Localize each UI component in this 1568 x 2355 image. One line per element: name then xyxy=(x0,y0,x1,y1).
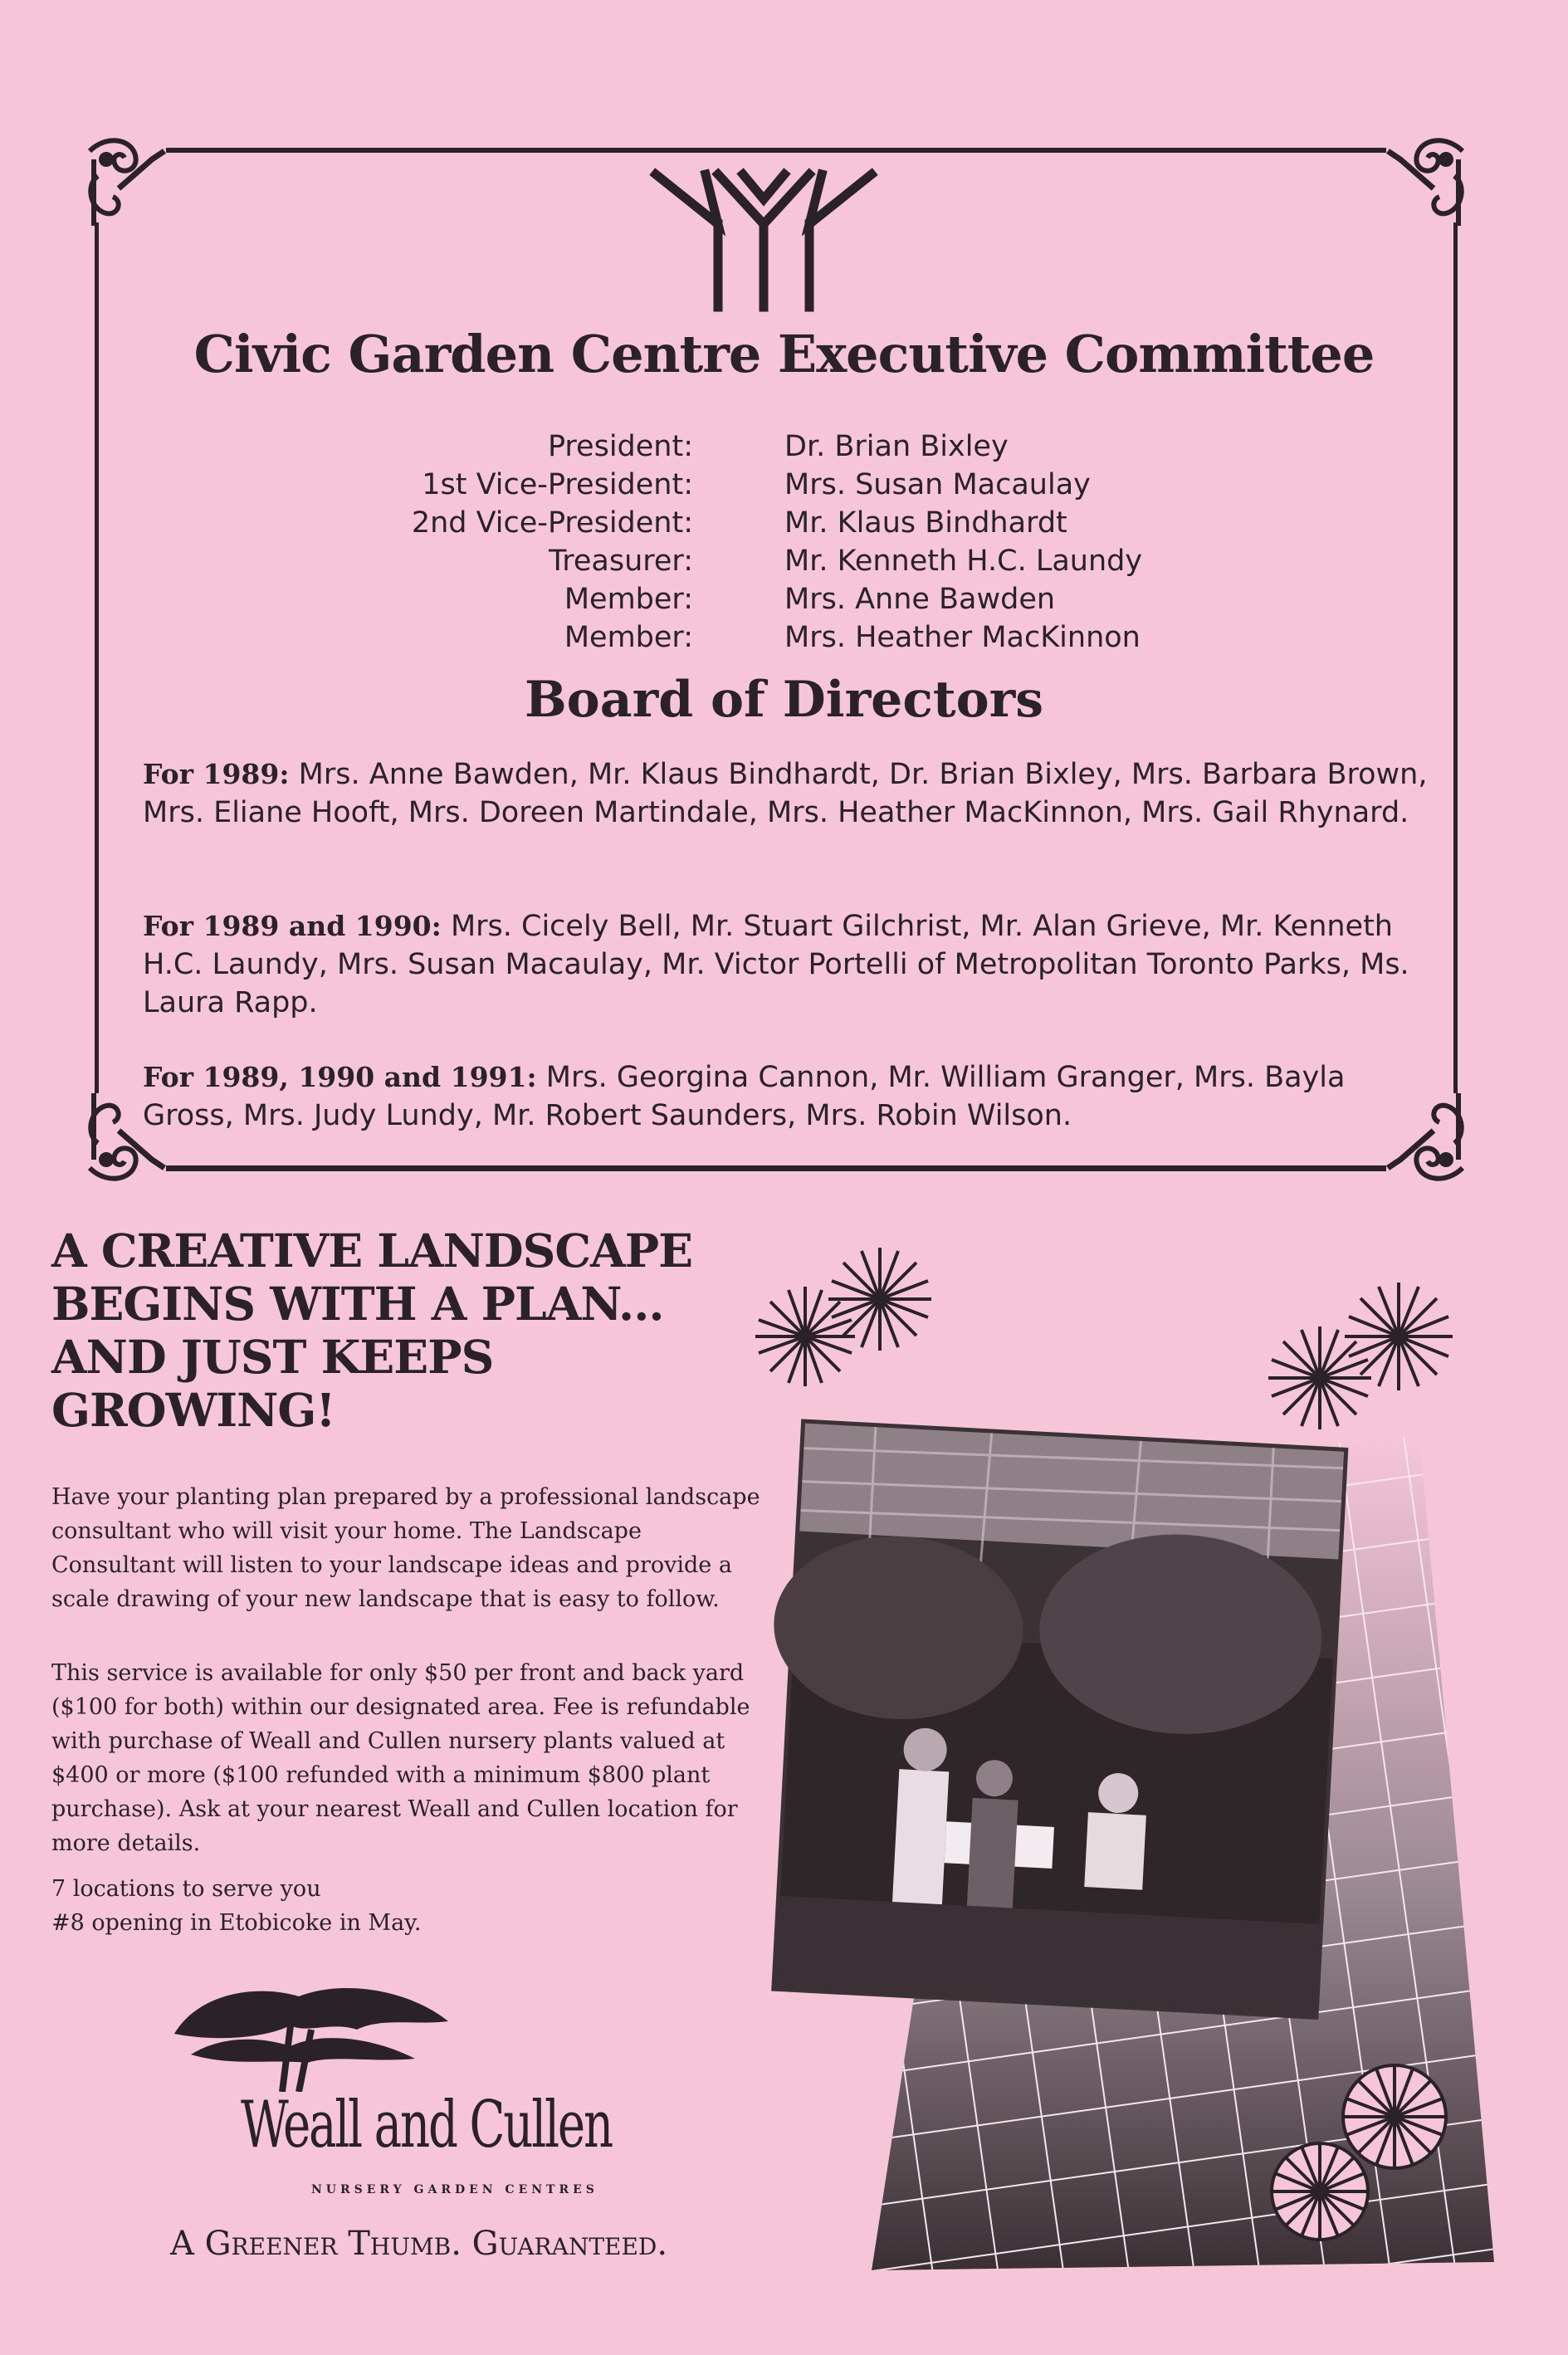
officer-name: Mrs. Susan Macaulay xyxy=(784,468,1091,501)
officer-row xyxy=(0,542,1568,580)
board-group-1989-1990 xyxy=(143,907,1438,1022)
board-group-members: Mrs. Cicely Bell, Mr. Stuart Gilchrist, Mr. Alan Grieve, Mr. Kenneth H.C. Laundy, Mrs. Susan Macaulay, Mr. Victor Portelli of Metropolitan Toronto Parks, Ms. Laura Rapp. xyxy=(143,910,1409,1019)
officer-role: 2nd Vice-President: xyxy=(411,506,693,540)
brand-name: Weall and Cullen xyxy=(241,2088,612,2162)
ad-headline-line: GROWING! xyxy=(51,1383,335,1437)
officer-name: Mrs. Anne Bawden xyxy=(784,583,1056,616)
board-of-directors-title: Board of Directors xyxy=(524,671,1044,729)
ad-headline-line: BEGINS WITH A PLAN... xyxy=(51,1277,664,1331)
flourish-corner-icon xyxy=(1371,126,1479,234)
photo-collage-graphic xyxy=(722,1245,1494,2274)
board-group-lead: For 1989 and 1990: xyxy=(143,910,442,942)
board-group-members: Mrs. Georgina Cannon, Mr. William Granger, Mrs. Bayla Gross, Mrs. Judy Lundy, Mr. Robert Saunders, Mrs. Robin Wilson. xyxy=(143,1061,1346,1132)
flourish-corner-icon xyxy=(73,126,181,234)
officer-row xyxy=(0,428,1568,466)
ad-headline-line: A CREATIVE LANDSCAPE xyxy=(51,1224,693,1278)
opening-line: #8 opening in Etobicoke in May. xyxy=(51,1910,422,1936)
officer-role: Member: xyxy=(564,583,693,616)
officer-row xyxy=(0,618,1568,657)
tree-logo-icon xyxy=(166,1976,465,2092)
board-group-lead: For 1989, 1990 and 1991: xyxy=(143,1061,537,1093)
ad-paragraph-locations xyxy=(51,1872,765,1940)
officer-name: Mr. Klaus Bindhardt xyxy=(784,506,1067,540)
frame-bottom-rule xyxy=(166,1165,1386,1171)
frame-top-rule xyxy=(166,148,1386,153)
board-group-lead: For 1989: xyxy=(143,758,290,790)
officer-role: Member: xyxy=(564,621,693,654)
brand-tagline: A Greener Thumb. Guaranteed. xyxy=(170,2225,668,2263)
ad-headline xyxy=(51,1224,732,1437)
locations-line: 7 locations to serve you xyxy=(51,1876,321,1902)
weall-and-cullen-logo xyxy=(149,1976,681,2225)
officer-role: Treasurer: xyxy=(549,545,693,578)
officer-list xyxy=(0,428,1568,657)
brand-subtitle: NURSERY GARDEN CENTRES xyxy=(311,2183,598,2196)
officer-role: President: xyxy=(547,430,693,463)
board-group-members: Mrs. Anne Bawden, Mr. Klaus Bindhardt, Dr. Brian Bixley, Mrs. Barbara Brown, Mrs. Eliane Hooft, Mrs. Doreen Martindale, Mrs. Heather MacKinnon, Mrs. Gail Rhynard. xyxy=(143,758,1428,829)
landscape-photo-collage xyxy=(722,1245,1494,2274)
officer-name: Mr. Kenneth H.C. Laundy xyxy=(784,545,1143,578)
officer-name: Dr. Brian Bixley xyxy=(784,430,1009,463)
ad-paragraph-service: Have your planting plan prepared by a professional landscape consultant who will visit your home. The Landscape Consultant will listen to your landscape ideas and provide a scale drawing of your new landscape that is easy to follow. xyxy=(51,1484,760,1612)
ad-paragraph-pricing: This service is available for only $50 per front and back yard ($100 for both) within our designated area. Fee is refundable with purchase of Weall and Cullen nursery plants valued at $400 or more ($100 refunded with a minimum $800 plant purchase). Ask at your nearest Weall and Cullen location for more details. xyxy=(51,1660,750,1856)
officer-row xyxy=(0,466,1568,504)
officer-row xyxy=(0,504,1568,542)
board-group-1989-1990-1991 xyxy=(143,1058,1438,1135)
officer-row xyxy=(0,580,1568,618)
ad-headline-line: AND JUST KEEPS xyxy=(51,1330,494,1384)
board-group-1989 xyxy=(143,755,1438,832)
civic-garden-centre-logo-icon xyxy=(639,162,888,320)
officer-role: 1st Vice-President: xyxy=(422,468,693,501)
officer-name: Mrs. Heather MacKinnon xyxy=(784,621,1141,654)
executive-committee-title: Civic Garden Centre Executive Committee xyxy=(193,324,1375,384)
